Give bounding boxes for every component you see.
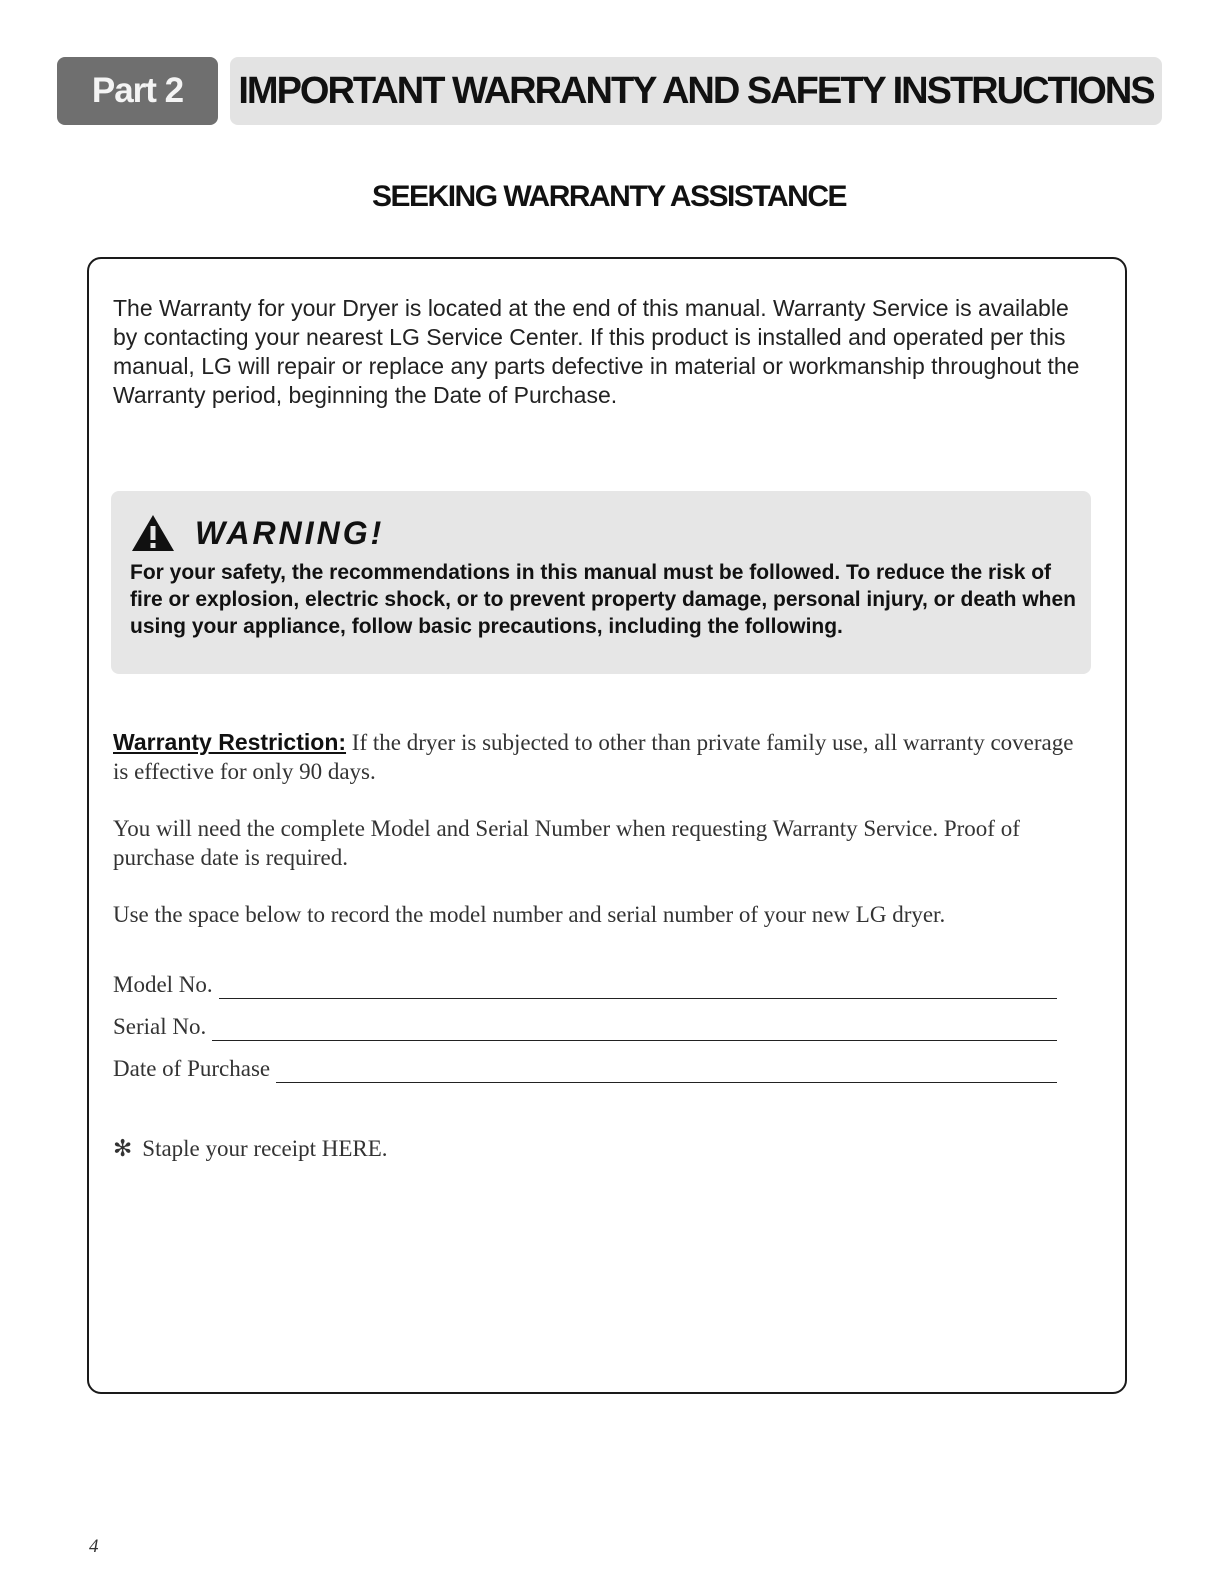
- staple-note: [113, 1134, 388, 1163]
- model-number-line: [219, 976, 1057, 999]
- warning-box: [111, 491, 1091, 674]
- section-heading: SEEKING WARRANTY ASSISTANCE: [372, 180, 846, 213]
- model-number-field: [113, 970, 1057, 999]
- warning-header: [131, 511, 384, 555]
- page-number: 4: [89, 1536, 99, 1557]
- warranty-restriction-text: If the dryer is subjected to other than private family use, all warranty coverage is effective for only 90 days.: [113, 730, 1074, 784]
- part-label: Part 2: [57, 57, 218, 125]
- model-number-label: Model No.: [113, 972, 213, 997]
- intro-paragraph: The Warranty for your Dryer is located at the end of this manual. Warranty Service is available by contacting your nearest LG Service Center. If this product is installed and operated per this manual, LG will repair or replace any parts defective in material or workmanship throughout the Warranty period, beginning the Date of Purchase.: [113, 295, 1080, 408]
- purchase-date-field: [113, 1054, 1057, 1083]
- warranty-restriction: [113, 728, 1083, 786]
- staple-text: Staple your receipt HERE.: [142, 1136, 388, 1161]
- record-instruction-text: Use the space below to record the model number and serial number of your new LG dryer.: [113, 902, 946, 927]
- page-title: IMPORTANT WARRANTY AND SAFETY INSTRUCTIONS: [238, 69, 1154, 112]
- asterisk-icon: ✻: [113, 1136, 133, 1161]
- serial-number-label: Serial No.: [113, 1014, 207, 1039]
- purchase-date-label: Date of Purchase: [113, 1056, 271, 1081]
- serial-number-field: [113, 1012, 1057, 1041]
- warranty-restriction-label: Warranty Restriction:: [113, 729, 347, 755]
- warning-title: WARNING!: [195, 514, 385, 551]
- serial-requirement-text: You will need the complete Model and Serial Number when requesting Warranty Service. Proof of purchase date is required.: [113, 816, 1020, 870]
- warning-text: For your safety, the recommendations in this manual must be followed. To reduce the risk of fire or explosion, electric shock, or to prevent property damage, personal injury, or death when using your appliance, follow basic precautions, including the following.: [130, 561, 1077, 638]
- purchase-date-line: [276, 1060, 1057, 1083]
- title-bar: [230, 57, 1162, 125]
- warning-triangle-icon: [131, 513, 175, 553]
- serial-number-line: [212, 1018, 1057, 1041]
